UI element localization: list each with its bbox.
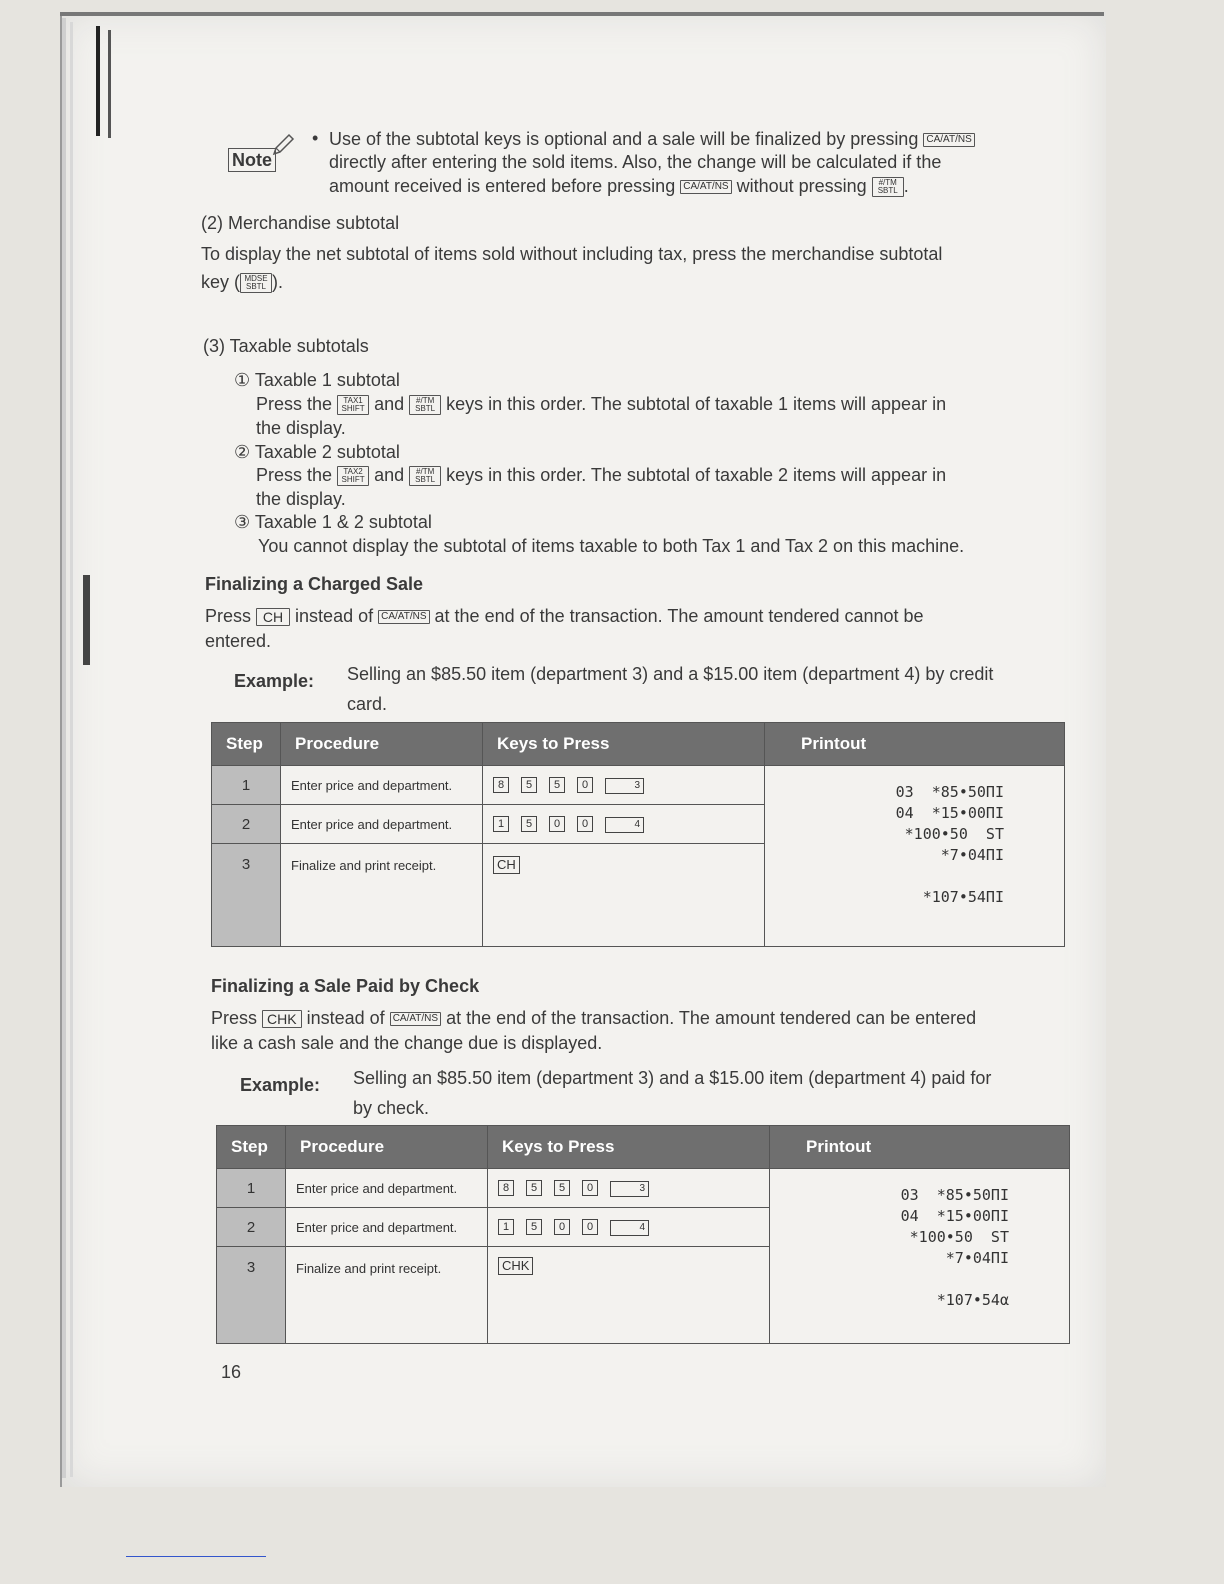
number-key: 5 (526, 1219, 542, 1235)
keys-cell (488, 1208, 770, 1247)
charged-heading: Finalizing a Charged Sale (205, 574, 424, 594)
note-label: Note (228, 148, 276, 172)
step-cell: 1 (217, 1169, 286, 1208)
department-key: 4 (610, 1220, 649, 1236)
note-line-3: amount received is entered before pressing CA/AT/NS without pressing #/TM SBTL . (329, 176, 909, 196)
ch-key: CH (256, 608, 290, 626)
step-cell: 3 (217, 1247, 286, 1344)
number-key: 5 (549, 777, 565, 793)
page-top-edge (60, 12, 1104, 16)
procedure-cell: Enter price and department. (286, 1208, 488, 1247)
keys-cell (483, 805, 765, 844)
procedure-cell: Enter price and department. (286, 1169, 488, 1208)
department-key: 3 (605, 778, 644, 794)
keys-cell (483, 766, 765, 805)
note-line-2: directly after entering the sold items. Also, the change will be calculated if the (329, 152, 942, 172)
procedure-header: Procedure (286, 1126, 488, 1169)
page-edge-dark (96, 26, 100, 136)
step-header: Step (212, 723, 281, 766)
number-key: 0 (582, 1180, 598, 1196)
chk-key: CHK (262, 1010, 302, 1028)
charged-example-2: card. (347, 694, 388, 714)
procedure-cell: Enter price and department. (281, 766, 483, 805)
procedure-cell: Finalize and print receipt. (281, 844, 483, 947)
charged-example-label: Example: (234, 671, 315, 691)
number-key: 5 (521, 816, 537, 832)
keys-header: Keys to Press (488, 1126, 770, 1169)
number-key: 5 (526, 1180, 542, 1196)
merch-text-2: key ( MDSE SBTL ). (201, 272, 284, 292)
number-key: 0 (549, 816, 565, 832)
page-edge (62, 18, 66, 1478)
taxable-heading: (3) Taxable subtotals (203, 336, 369, 356)
number-key: 8 (493, 777, 509, 793)
tax2-shift-key: TAX2 SHIFT (337, 466, 369, 486)
pencil-icon (270, 132, 296, 158)
taxable-2-text: Press the TAX2 SHIFT and #/TM SBTL keys in this order. The subtotal of taxable 2 items will appear in (256, 465, 947, 485)
ca-amt-key: CA/AT/NS (390, 1012, 441, 1026)
charged-procedure-table (211, 722, 1065, 947)
note-bullet: • (312, 128, 319, 148)
taxable-1-text-end: the display. (256, 418, 346, 438)
number-key: 1 (498, 1219, 514, 1235)
number-key: 0 (577, 777, 593, 793)
taxable-3-text: You cannot display the subtotal of items taxable to both Tax 1 and Tax 2 on this machine. (258, 536, 965, 556)
mdse-sbtl-key: MDSE SBTL (240, 273, 272, 293)
number-key: 5 (554, 1180, 570, 1196)
table-row (217, 1169, 1070, 1208)
procedure-cell: Finalize and print receipt. (286, 1247, 488, 1344)
step-cell: 3 (212, 844, 281, 947)
note-line-1: Use of the subtotal keys is optional and a sale will be finalized by pressing CA/AT/NS (329, 127, 975, 151)
ca-amt-key: CA/AT/NS (680, 180, 731, 194)
check-example-label: Example: (240, 1075, 321, 1095)
page-edge-dark (108, 30, 111, 138)
tax1-shift-key: TAX1 SHIFT (337, 395, 369, 415)
charged-text: Press CH instead of CA/AT/NS at the end of the transaction. The amount tendered cannot be (205, 606, 924, 626)
chk-key: CHK (498, 1257, 533, 1275)
printout-cell: 03 *85•50ΠI 04 *15•00ΠI *100•50 ST *7•04ΠI *107•54ΠI (765, 766, 1065, 947)
department-key: 3 (610, 1181, 649, 1197)
margin-mark (83, 575, 90, 665)
page-edge (70, 22, 73, 1477)
merch-heading: (2) Merchandise subtotal (201, 213, 400, 233)
ca-amt-key: CA/AT/NS (923, 133, 974, 147)
ca-amt-key: CA/AT/NS (378, 610, 429, 624)
merch-text-1: To display the net subtotal of items sold without including tax, press the merchandise subtotal (201, 244, 943, 264)
procedure-header: Procedure (281, 723, 483, 766)
charged-text-end: entered. (205, 631, 272, 651)
taxable-2-text-end: the display. (256, 489, 346, 509)
number-key: 1 (493, 816, 509, 832)
department-key: 4 (605, 817, 644, 833)
taxable-3-heading: ③ Taxable 1 & 2 subtotal (234, 512, 432, 532)
printout-cell: 03 *85•50ΠI 04 *15•00ΠI *100•50 ST *7•04ΠI *107•54α (770, 1169, 1070, 1344)
check-text: Press CHK instead of CA/AT/NS at the end of the transaction. The amount tendered can be entered (211, 1008, 977, 1028)
page-number: 16 (221, 1362, 242, 1382)
check-heading: Finalizing a Sale Paid by Check (211, 976, 480, 996)
keys-cell (488, 1169, 770, 1208)
step-header: Step (217, 1126, 286, 1169)
procedure-cell: Enter price and department. (281, 805, 483, 844)
tm-sbtl-key: #/TM SBTL (409, 466, 441, 486)
tm-sbtl-key: #/TM SBTL (872, 177, 904, 197)
check-text-end: like a cash sale and the change due is displayed. (211, 1033, 603, 1053)
check-example-2: by check. (353, 1098, 430, 1118)
tm-sbtl-key: #/TM SBTL (409, 395, 441, 415)
keys-cell (483, 844, 765, 947)
number-key: 0 (582, 1219, 598, 1235)
taxable-1-heading: ① Taxable 1 subtotal (234, 370, 400, 390)
number-key: 0 (554, 1219, 570, 1235)
taxable-1-text: Press the TAX1 SHIFT and #/TM SBTL keys in this order. The subtotal of taxable 1 items will appear in (256, 394, 947, 414)
number-key: 5 (521, 777, 537, 793)
number-key: 0 (577, 816, 593, 832)
table-row (212, 766, 1065, 805)
number-key: 8 (498, 1180, 514, 1196)
keys-cell (488, 1247, 770, 1344)
keys-header: Keys to Press (483, 723, 765, 766)
ch-key: CH (493, 856, 520, 874)
check-example-1: Selling an $85.50 item (department 3) and a $15.00 item (department 4) paid for (353, 1068, 992, 1088)
check-procedure-table (216, 1125, 1070, 1344)
step-cell: 2 (217, 1208, 286, 1247)
charged-example-1: Selling an $85.50 item (department 3) and a $15.00 item (department 4) by credit (347, 664, 994, 684)
printout-header: Printout (770, 1126, 1070, 1169)
link-underline (126, 1556, 266, 1557)
step-cell: 2 (212, 805, 281, 844)
taxable-2-heading: ② Taxable 2 subtotal (234, 442, 400, 462)
step-cell: 1 (212, 766, 281, 805)
printout-header: Printout (765, 723, 1065, 766)
